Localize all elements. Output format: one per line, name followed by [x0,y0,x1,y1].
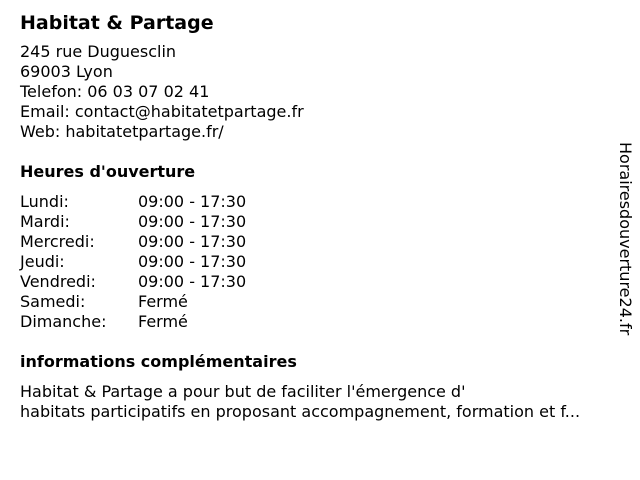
info-line-2: habitats participatifs en proposant accompagnement, formation et f... [20,402,581,421]
info-line-1: Habitat & Partage a pour but de faciliter l'émergence d' [20,382,466,401]
hours-row-saturday [20,292,610,312]
website-link[interactable]: Web: habitatetpartage.fr/ [20,122,224,141]
day-label: Mercredi: [20,232,95,251]
info-description [20,382,610,422]
hours-row-friday [20,272,610,292]
day-hours: 09:00 - 17:30 [138,272,247,291]
day-hours: 09:00 - 17:30 [138,252,247,271]
info-heading: informations complémentaires [20,352,297,371]
hours-heading: Heures d'ouverture [20,162,196,181]
day-label: Lundi: [20,192,69,211]
phone-number[interactable]: Telefon: 06 03 07 02 41 [20,82,210,101]
day-hours: 09:00 - 17:30 [138,192,247,211]
day-label: Samedi: [20,292,86,311]
business-card [20,10,610,422]
email-address[interactable]: Email: contact@habitatetpartage.fr [20,102,304,121]
address-block [20,42,610,142]
day-hours: 09:00 - 17:30 [138,232,247,251]
site-watermark [610,134,640,344]
business-name: Habitat & Partage [20,12,214,34]
hours-row-monday [20,192,610,212]
day-hours: 09:00 - 17:30 [138,212,247,231]
day-label: Dimanche: [20,312,107,331]
day-hours: Fermé [138,312,188,331]
city-address: 69003 Lyon [20,62,113,81]
street-address: 245 rue Duguesclin [20,42,177,61]
hours-row-wednesday [20,232,610,252]
hours-table [20,192,610,332]
day-hours: Fermé [138,292,188,311]
hours-row-sunday [20,312,610,332]
day-label: Jeudi: [20,252,65,271]
watermark-text: Horairesdouverture24.fr [616,142,635,336]
day-label: Mardi: [20,212,70,231]
hours-row-thursday [20,252,610,272]
hours-row-tuesday [20,212,610,232]
day-label: Vendredi: [20,272,96,291]
